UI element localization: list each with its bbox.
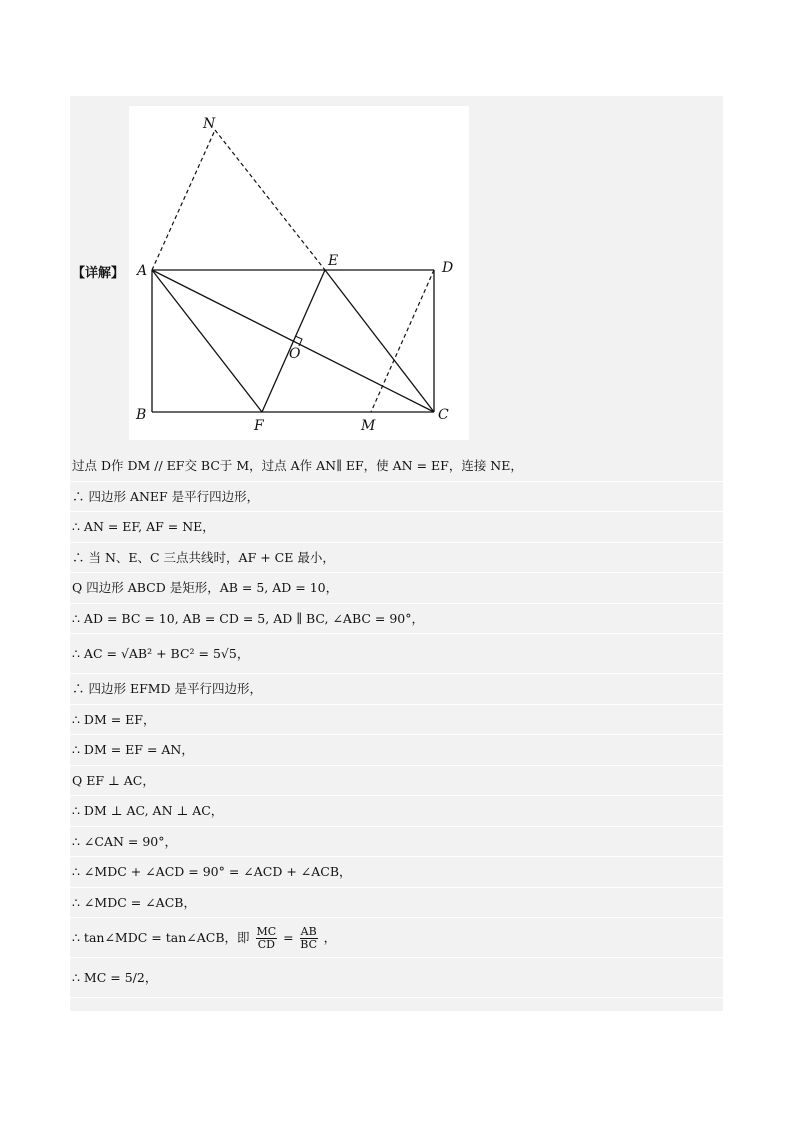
solution-line: ∴ ∠MDC = ∠ACB， bbox=[70, 888, 723, 919]
fraction-numerator: MC bbox=[256, 925, 277, 938]
solution-line: ∴ AD = BC = 10, AB = CD = 5, AD ∥ BC, ∠ABC = 90°， bbox=[70, 604, 723, 635]
solution-line: ∴ DM = EF， bbox=[70, 705, 723, 736]
segment-EC bbox=[325, 270, 434, 412]
segment-NE bbox=[215, 130, 325, 270]
solution-line: ∴ DM ⊥ AC, AN ⊥ AC， bbox=[70, 796, 723, 827]
solution-line: Q 四边形 ABCD 是矩形，AB = 5, AD = 10， bbox=[70, 573, 723, 604]
equals-sign: = bbox=[283, 930, 294, 945]
solution-line: ∴ ∠MDC + ∠ACD = 90° = ∠ACD + ∠ACB， bbox=[70, 857, 723, 888]
fraction-numerator: AB bbox=[300, 925, 317, 938]
point-N: N bbox=[203, 116, 216, 132]
solution-line: Q EF ⊥ AC， bbox=[70, 766, 723, 797]
point-O: O bbox=[289, 346, 301, 362]
fraction-mc-cd bbox=[256, 926, 278, 951]
solution-line-fraction bbox=[70, 918, 723, 958]
segment-EF bbox=[262, 270, 325, 412]
solution-line: 过点 D作 DM // EF交 BC于 M，过点 A作 AN∥ EF，使 AN = EF，连接 NE， bbox=[70, 451, 723, 482]
point-A: A bbox=[137, 263, 148, 279]
fraction-ab-bc bbox=[300, 926, 318, 951]
solution-line: ∴ 四边形 EFMD 是平行四边形， bbox=[70, 674, 723, 705]
point-E: E bbox=[328, 253, 339, 269]
solution-line: ∴ ∠CAN = 90°， bbox=[70, 827, 723, 858]
solution-line: ∴ DM = EF = AN， bbox=[70, 735, 723, 766]
point-D: D bbox=[442, 260, 454, 276]
solution-line: ∴ 当 N、E、C 三点共线时，AF + CE 最小， bbox=[70, 543, 723, 574]
geometry-svg bbox=[129, 106, 469, 440]
geometry-figure bbox=[129, 106, 469, 440]
segment-DM bbox=[371, 270, 434, 412]
solution-line: ∴ 四边形 ANEF 是平行四边形， bbox=[70, 482, 723, 513]
solution-line: ∴ MC = 5/2， bbox=[70, 958, 723, 998]
point-C: C bbox=[438, 407, 449, 423]
point-M: M bbox=[361, 418, 376, 434]
point-F: F bbox=[254, 418, 264, 434]
line-tail: ， bbox=[323, 930, 337, 945]
solution-line: ∴ AN = EF, AF = NE， bbox=[70, 512, 723, 543]
segment-AF bbox=[152, 270, 262, 412]
segment-AN bbox=[152, 130, 215, 270]
solution-lines bbox=[70, 451, 723, 998]
tan-text: ∴ tan∠MDC = tan∠ACB，即 bbox=[72, 930, 250, 945]
fraction-denominator: BC bbox=[300, 938, 318, 951]
solution-line: ∴ AC = √AB² + BC² = 5√5， bbox=[70, 634, 723, 674]
section-label: 【详解】 bbox=[72, 266, 125, 281]
fraction-denominator: CD bbox=[257, 938, 275, 951]
point-B: B bbox=[136, 407, 147, 423]
